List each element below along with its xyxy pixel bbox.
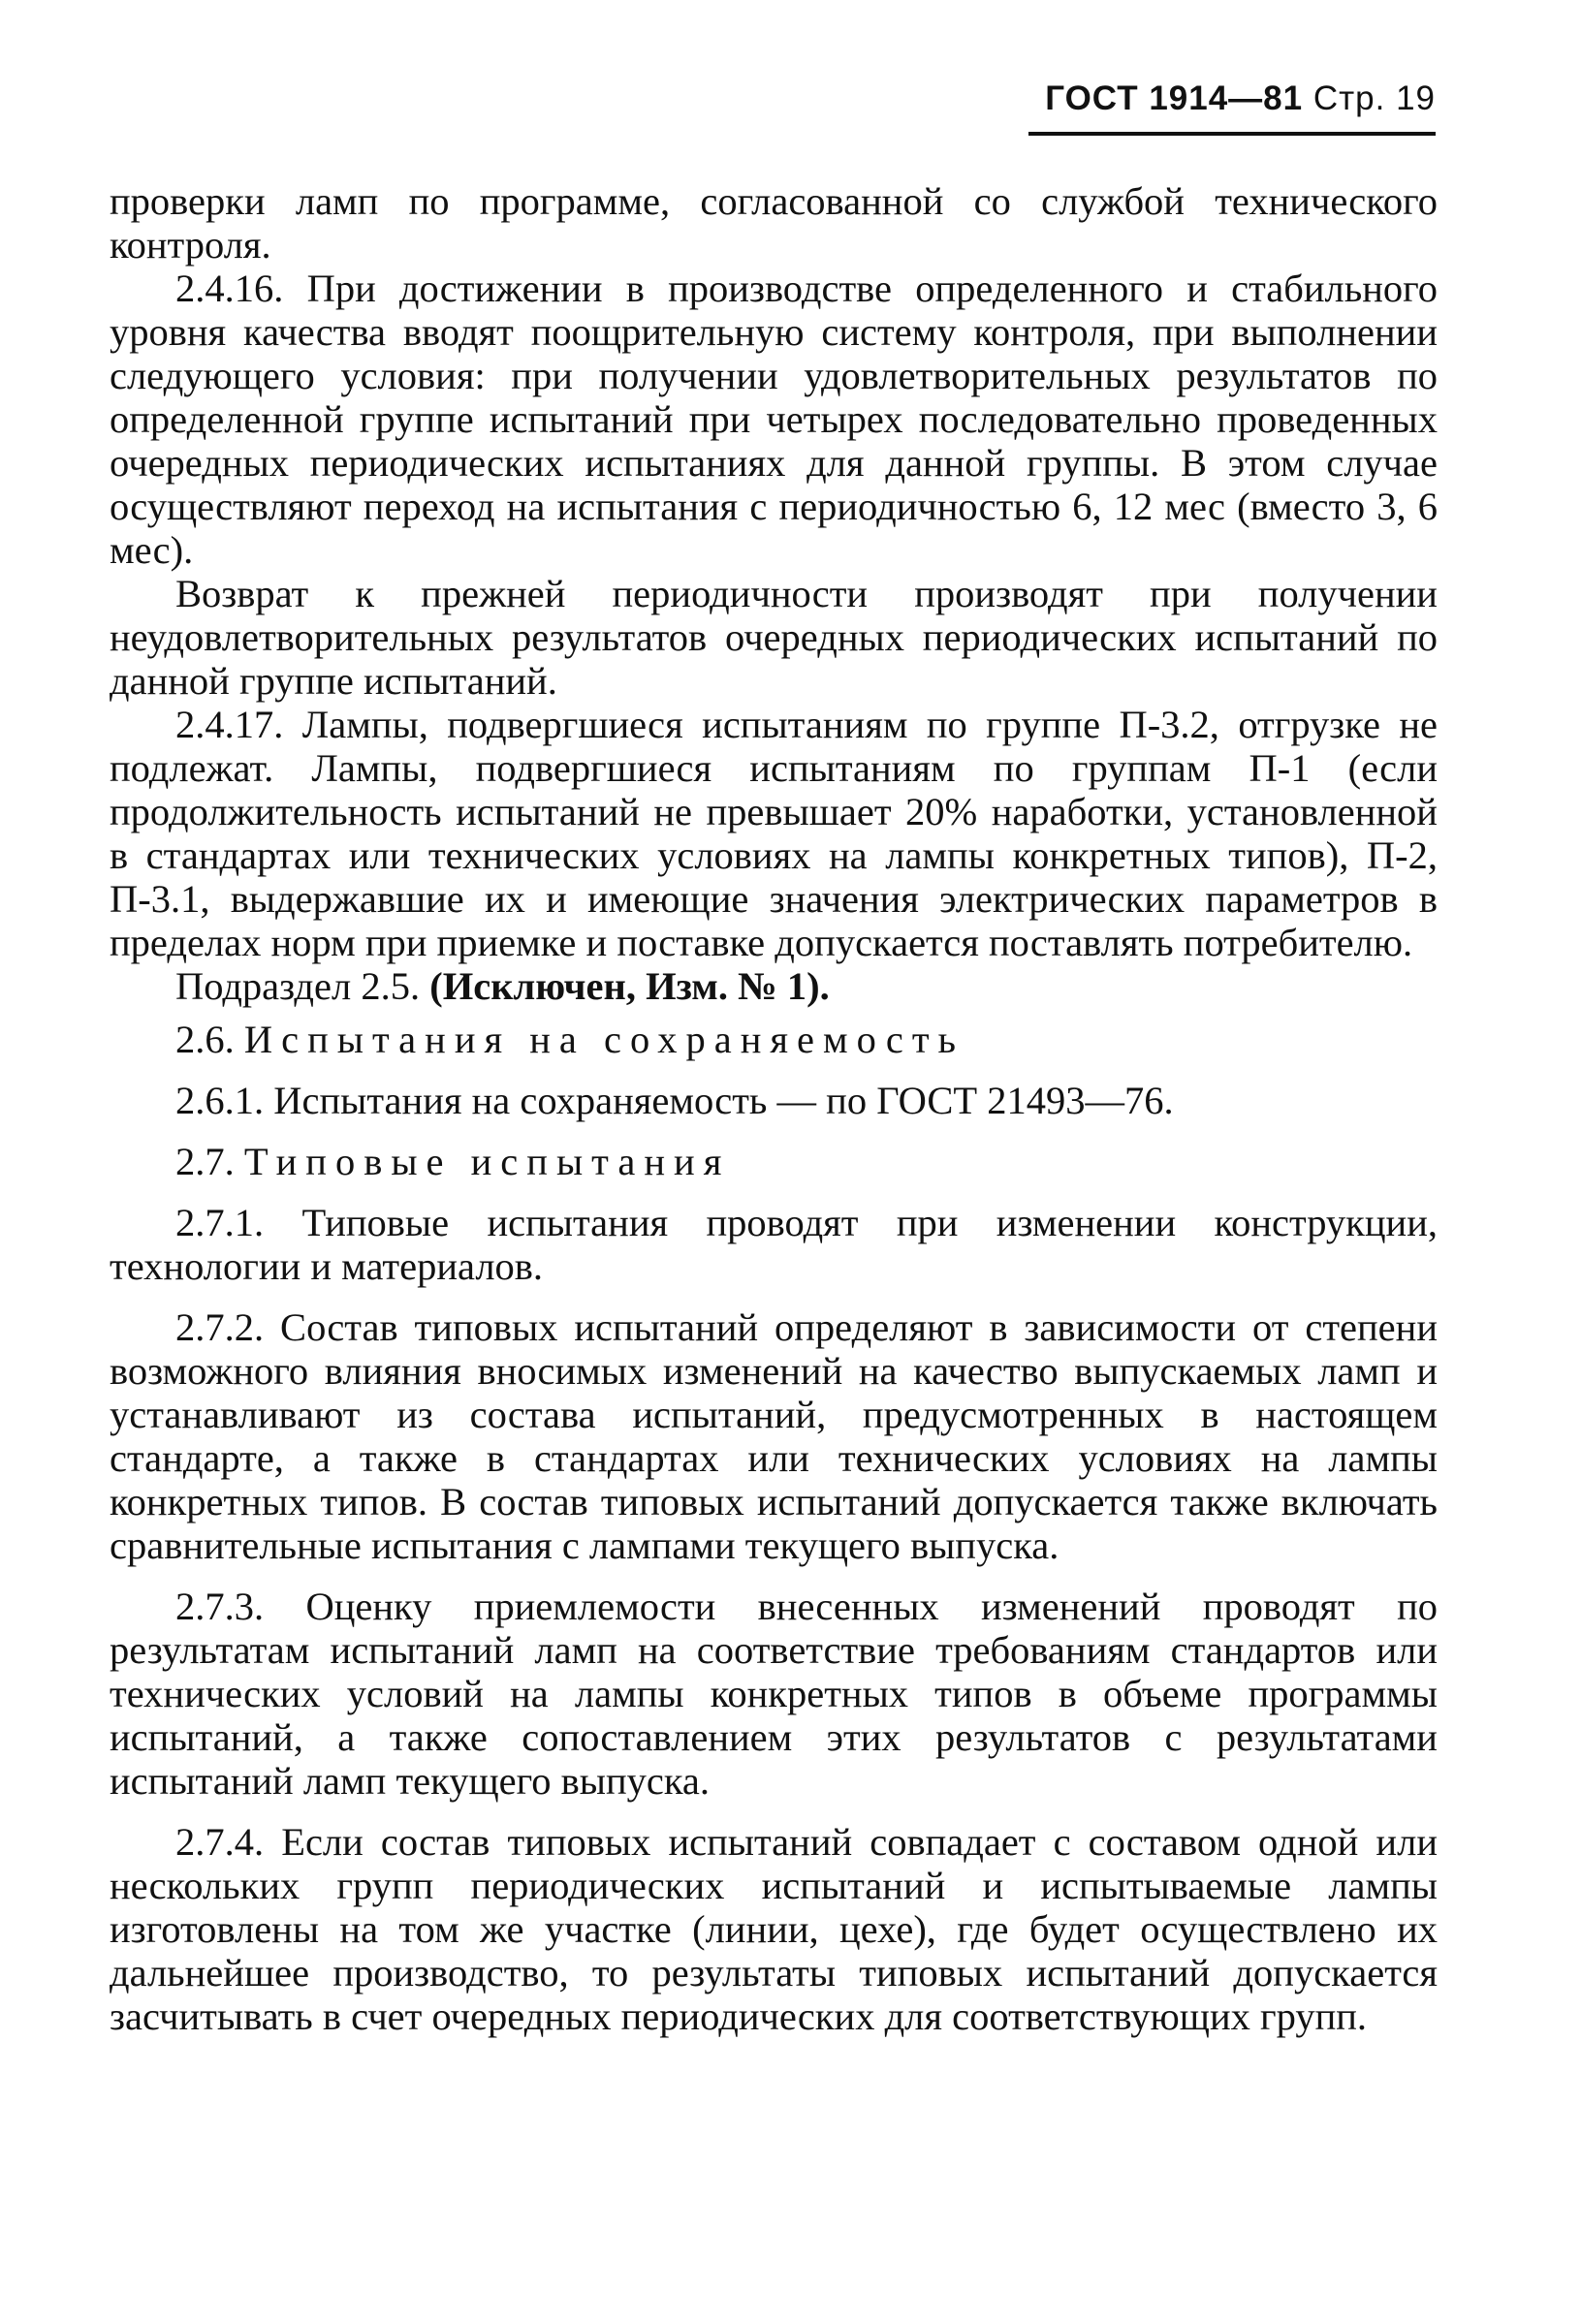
paragraph-2-7-3: 2.7.3. Оценку приемлемости внесенных изменений проводят по результатам испытаний ламп на соответствие требованиям стандартов или технических условий на лампы конкретных типов в объеме программы испытаний, а также сопоставлением этих результатов с результатами испытаний ламп текущего выпуска.	[110, 1585, 1438, 1803]
section-heading-2-6	[110, 1018, 1438, 1061]
section-2-7-title: Типовые испытания	[243, 1140, 731, 1183]
paragraph-return-periodicity: Возврат к прежней периодичности производят при получении неудовлетворительных результатов очередных периодических испытаний по данной группе испытаний.	[110, 572, 1438, 703]
subsection-2-5-prefix: Подраздел 2.5.	[175, 964, 421, 1008]
section-2-6-number: 2.6.	[175, 1018, 235, 1061]
running-header	[1028, 79, 1436, 136]
paragraph-2-6-1: 2.6.1. Испытания на сохраняемость — по ГОСТ 21493—76.	[175, 1079, 1174, 1122]
paragraph-2-7-4: 2.7.4. Если состав типовых испытаний совпадает с составом одной или нескольких групп периодических испытаний и испытываемые лампы изготовлены на том же участке (линии, цехе), где будет осуществлено их дальнейшее производство, то результаты типовых испытаний допускается засчитывать в счет очередных периодических для соответствующих групп.	[110, 1820, 1438, 2038]
page-number: Стр. 19	[1312, 79, 1436, 117]
section-2-6-title: Испытания на сохраняемость	[243, 1018, 965, 1061]
paragraph-subsection-2-5	[110, 964, 1438, 1008]
section-heading-2-7	[110, 1140, 1438, 1183]
subsection-2-5-excluded-note: (Исключен, Изм. № 1).	[429, 964, 830, 1008]
paragraph-2-7-2: 2.7.2. Состав типовых испытаний определяют в зависимости от степени возможного влияния вносимых изменений на качество выпускаемых ламп и устанавливают из состава испытаний, предусмотренных в настоящем стандарте, а также в стандартах или технических условиях на лампы конкретных типов. В состав типовых испытаний допускается также включать сравнительные испытания с лампами текущего выпуска.	[110, 1305, 1438, 1567]
document-reference: ГОСТ 1914—81	[1045, 79, 1304, 117]
section-2-7-number: 2.7.	[175, 1140, 235, 1183]
body-text	[110, 179, 1438, 2038]
paragraph-continuation: проверки ламп по программе, согласованной со службой технического контроля.	[110, 179, 1438, 267]
paragraph-2-4-17: 2.4.17. Лампы, подвергшиеся испытаниям по группе П-3.2, отгрузке не подлежат. Лампы, подвергшиеся испытаниям по группам П-1 (если продолжительность испытаний не превышает 20% наработки, установленной в стандартах или технических условиях на лампы конкретных типов), П-2, П-3.1, выдержавшие их и имеющие значения электрических параметров в пределах норм при приемке и поставке допускается поставлять потребителю.	[110, 703, 1438, 964]
paragraph-2-7-1: 2.7.1. Типовые испытания проводят при изменении конструкции, технологии и материалов.	[110, 1201, 1438, 1288]
paragraph-2-4-16: 2.4.16. При достижении в производстве определенного и стабильного уровня качества вводят поощрительную систему контроля, при выполнении следующего условия: при получении удовлетворительных результатов по определенной группе испытаний при четырех последовательно проведенных очередных периодических испытаниях для данной группы. В этом случае осуществляют переход на испытания с периодичностью 6, 12 мес (вместо 3, 6 мес).	[110, 267, 1438, 572]
